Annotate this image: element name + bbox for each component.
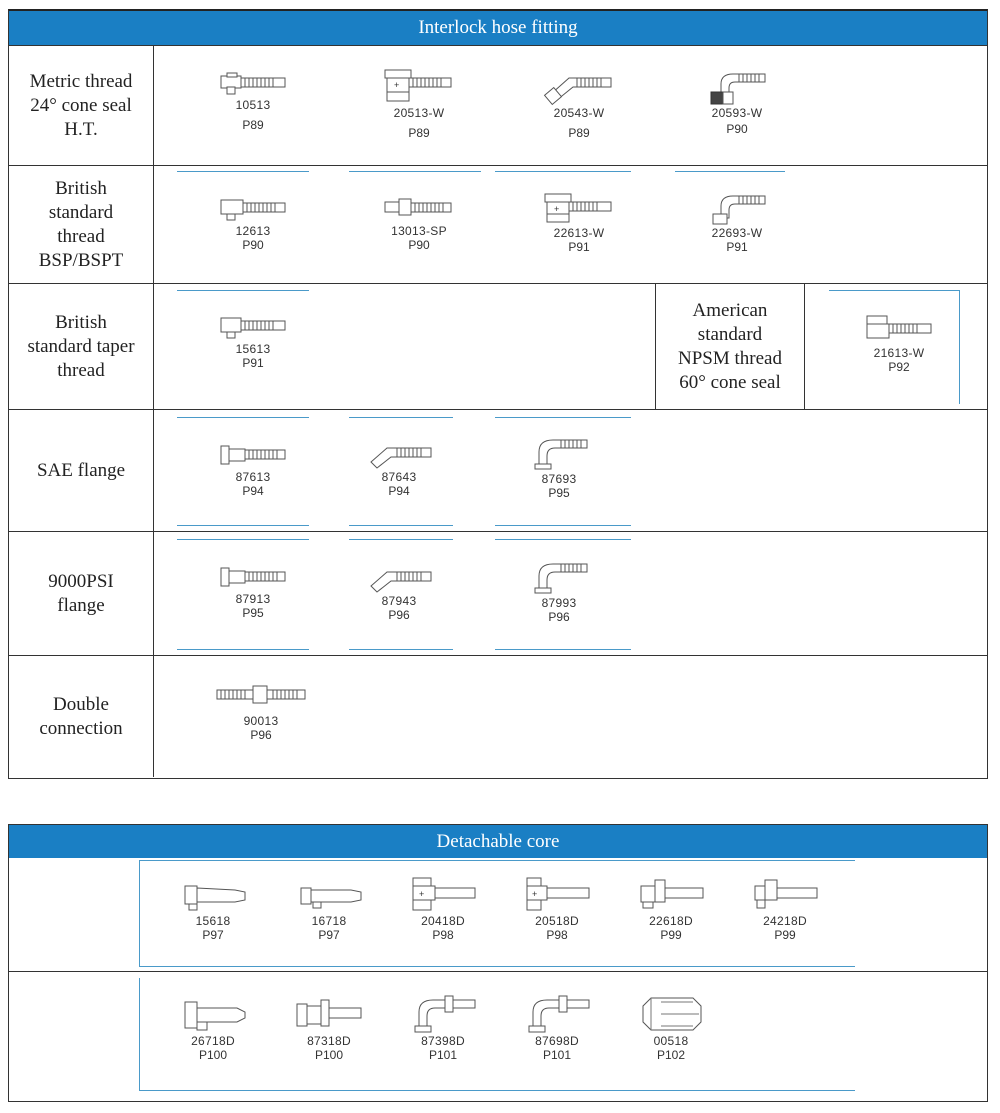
product-item [193, 194, 313, 252]
row-label: British standard taper thread [9, 284, 154, 410]
female-swivel-fitting-icon [541, 190, 617, 226]
page-ref: P92 [888, 360, 910, 374]
product-item [519, 66, 639, 140]
svg-text:+: + [532, 889, 538, 899]
product-item [519, 190, 639, 254]
page-ref: P96 [548, 610, 570, 624]
page-ref: P91 [568, 240, 590, 254]
page-ref: P101 [428, 1048, 458, 1062]
product-code: 22618D [649, 914, 693, 928]
elbow-90-fitting-icon [699, 190, 775, 226]
page-ref: P90 [408, 238, 430, 252]
product-item [677, 190, 797, 254]
page-ref: P98 [546, 928, 568, 942]
product-code: 12613 [235, 224, 271, 238]
row-label: SAE flange [9, 410, 154, 532]
row-double-connection [9, 655, 987, 777]
product-code: 87913 [235, 592, 271, 606]
product-code: 87693 [541, 472, 577, 486]
product-code: 10513 [235, 98, 271, 112]
elbow-45-fitting-icon [541, 66, 617, 106]
page-ref: P100 [198, 1048, 228, 1062]
product-code: 87318D [307, 1034, 351, 1048]
flange-45-fitting-icon [361, 560, 437, 594]
product-item [839, 312, 959, 374]
page-ref: P98 [432, 928, 454, 942]
page-ref: P99 [660, 928, 682, 942]
page-ref: P102 [656, 1048, 686, 1062]
page-ref: P97 [318, 928, 340, 942]
product-item [339, 560, 459, 622]
flange-90-fitting-icon [521, 558, 597, 596]
detachable-female-fitting-icon [519, 876, 595, 914]
product-item [193, 312, 313, 370]
product-item [359, 194, 479, 252]
product-code: 20418D [421, 914, 465, 928]
page-ref: P94 [388, 484, 410, 498]
flange-fitting-icon [215, 562, 291, 592]
row-label: 9000PSI flange [9, 532, 154, 656]
ferrule-icon [633, 992, 709, 1034]
page-ref: P95 [548, 486, 570, 500]
product-code: 20518D [535, 914, 579, 928]
product-item [193, 440, 313, 498]
svg-text:+: + [554, 204, 560, 214]
female-swivel-fitting-icon [381, 66, 457, 106]
row-sae-flange [9, 409, 987, 532]
detachable-fitting-icon [175, 878, 251, 914]
row-label: Metric thread 24° cone seal H.T. [9, 46, 154, 166]
product-code: 87398D [421, 1034, 465, 1048]
product-code: 87613 [235, 470, 271, 484]
row-label: British standard thread BSP/BSPT [9, 166, 154, 284]
product-item [269, 878, 389, 942]
detachable-fitting-icon [291, 878, 367, 914]
page-ref: P101 [542, 1048, 572, 1062]
detachable-elbow-fitting-icon [405, 992, 481, 1034]
page-ref: P91 [242, 356, 264, 370]
page-ref: P99 [774, 928, 796, 942]
product-code: 00518 [653, 1034, 689, 1048]
flange-fitting-icon [215, 440, 291, 470]
row-label: Double connection [9, 656, 154, 777]
detachable-fitting-icon [175, 996, 251, 1034]
page-ref: P89 [568, 126, 590, 140]
interlock-table [8, 9, 988, 779]
row-label-american: American standard NPSM thread 60° cone seal [656, 284, 805, 410]
double-connection-fitting-icon [213, 682, 309, 708]
straight-fitting-icon [215, 194, 291, 224]
row-british-taper-american [9, 283, 987, 410]
product-item [611, 876, 731, 942]
page-ref: P96 [250, 728, 272, 742]
row-metric-thread [9, 45, 987, 166]
product-code: 21613-W [873, 346, 925, 360]
product-item [201, 682, 321, 742]
page-ref: P89 [242, 118, 264, 132]
detachable-row-2 [9, 971, 987, 1101]
row-9000psi-flange [9, 531, 987, 656]
page-ref: P97 [202, 928, 224, 942]
page-ref: P94 [242, 484, 264, 498]
product-code: 15613 [235, 342, 271, 356]
page-ref: P91 [726, 240, 748, 254]
interlock-title: Interlock hose fitting [9, 11, 987, 45]
product-code: 87943 [381, 594, 417, 608]
detachable-fitting-icon [291, 996, 367, 1034]
product-item [499, 434, 619, 500]
product-item [497, 992, 617, 1062]
svg-text:+: + [394, 80, 400, 90]
product-item [611, 992, 731, 1062]
product-item [193, 68, 313, 132]
product-code: 22693-W [711, 226, 763, 240]
product-item [383, 992, 503, 1062]
straight-fitting-icon [215, 68, 291, 98]
page-ref: P95 [242, 606, 264, 620]
detachable-female-fitting-icon [405, 876, 481, 914]
straight-fitting-icon [381, 194, 457, 224]
product-item [153, 996, 273, 1062]
detachable-title: Detachable core [9, 825, 987, 858]
straight-fitting-icon [215, 312, 291, 342]
product-code: 16718 [311, 914, 347, 928]
product-code: 20593-W [711, 106, 763, 120]
product-code: 90013 [243, 714, 279, 728]
detachable-row-1 [9, 858, 987, 971]
product-item [725, 876, 845, 942]
flange-90-fitting-icon [521, 434, 597, 472]
product-item [359, 66, 479, 140]
female-fitting-icon [861, 312, 937, 346]
page-ref: P90 [242, 238, 264, 252]
product-code: 20543-W [553, 106, 605, 120]
product-item [383, 876, 503, 942]
detachable-female-fitting-icon [747, 876, 823, 914]
product-code: 20513-W [393, 106, 445, 120]
page-ref: P90 [726, 122, 748, 136]
detachable-elbow-fitting-icon [519, 992, 595, 1034]
product-code: 13013-SP [391, 224, 447, 238]
product-item [677, 66, 797, 136]
product-code: 87698D [535, 1034, 579, 1048]
page-ref: P96 [388, 608, 410, 622]
svg-text:+: + [419, 889, 425, 899]
product-item [153, 878, 273, 942]
product-code: 26718D [191, 1034, 235, 1048]
detachable-table [8, 824, 988, 1102]
product-code: 87993 [541, 596, 577, 610]
page-ref: P89 [408, 126, 430, 140]
product-item [193, 562, 313, 620]
product-item [497, 876, 617, 942]
product-item [499, 558, 619, 624]
detachable-female-fitting-icon [633, 876, 709, 914]
elbow-90-fitting-icon [699, 66, 775, 106]
page-ref: P100 [314, 1048, 344, 1062]
product-item [339, 436, 459, 498]
product-code: 15618 [195, 914, 231, 928]
product-code: 22613-W [553, 226, 605, 240]
flange-45-fitting-icon [361, 436, 437, 470]
row-british-standard-thread [9, 165, 987, 284]
product-code: 87643 [381, 470, 417, 484]
product-code: 24218D [763, 914, 807, 928]
product-item [269, 996, 389, 1062]
